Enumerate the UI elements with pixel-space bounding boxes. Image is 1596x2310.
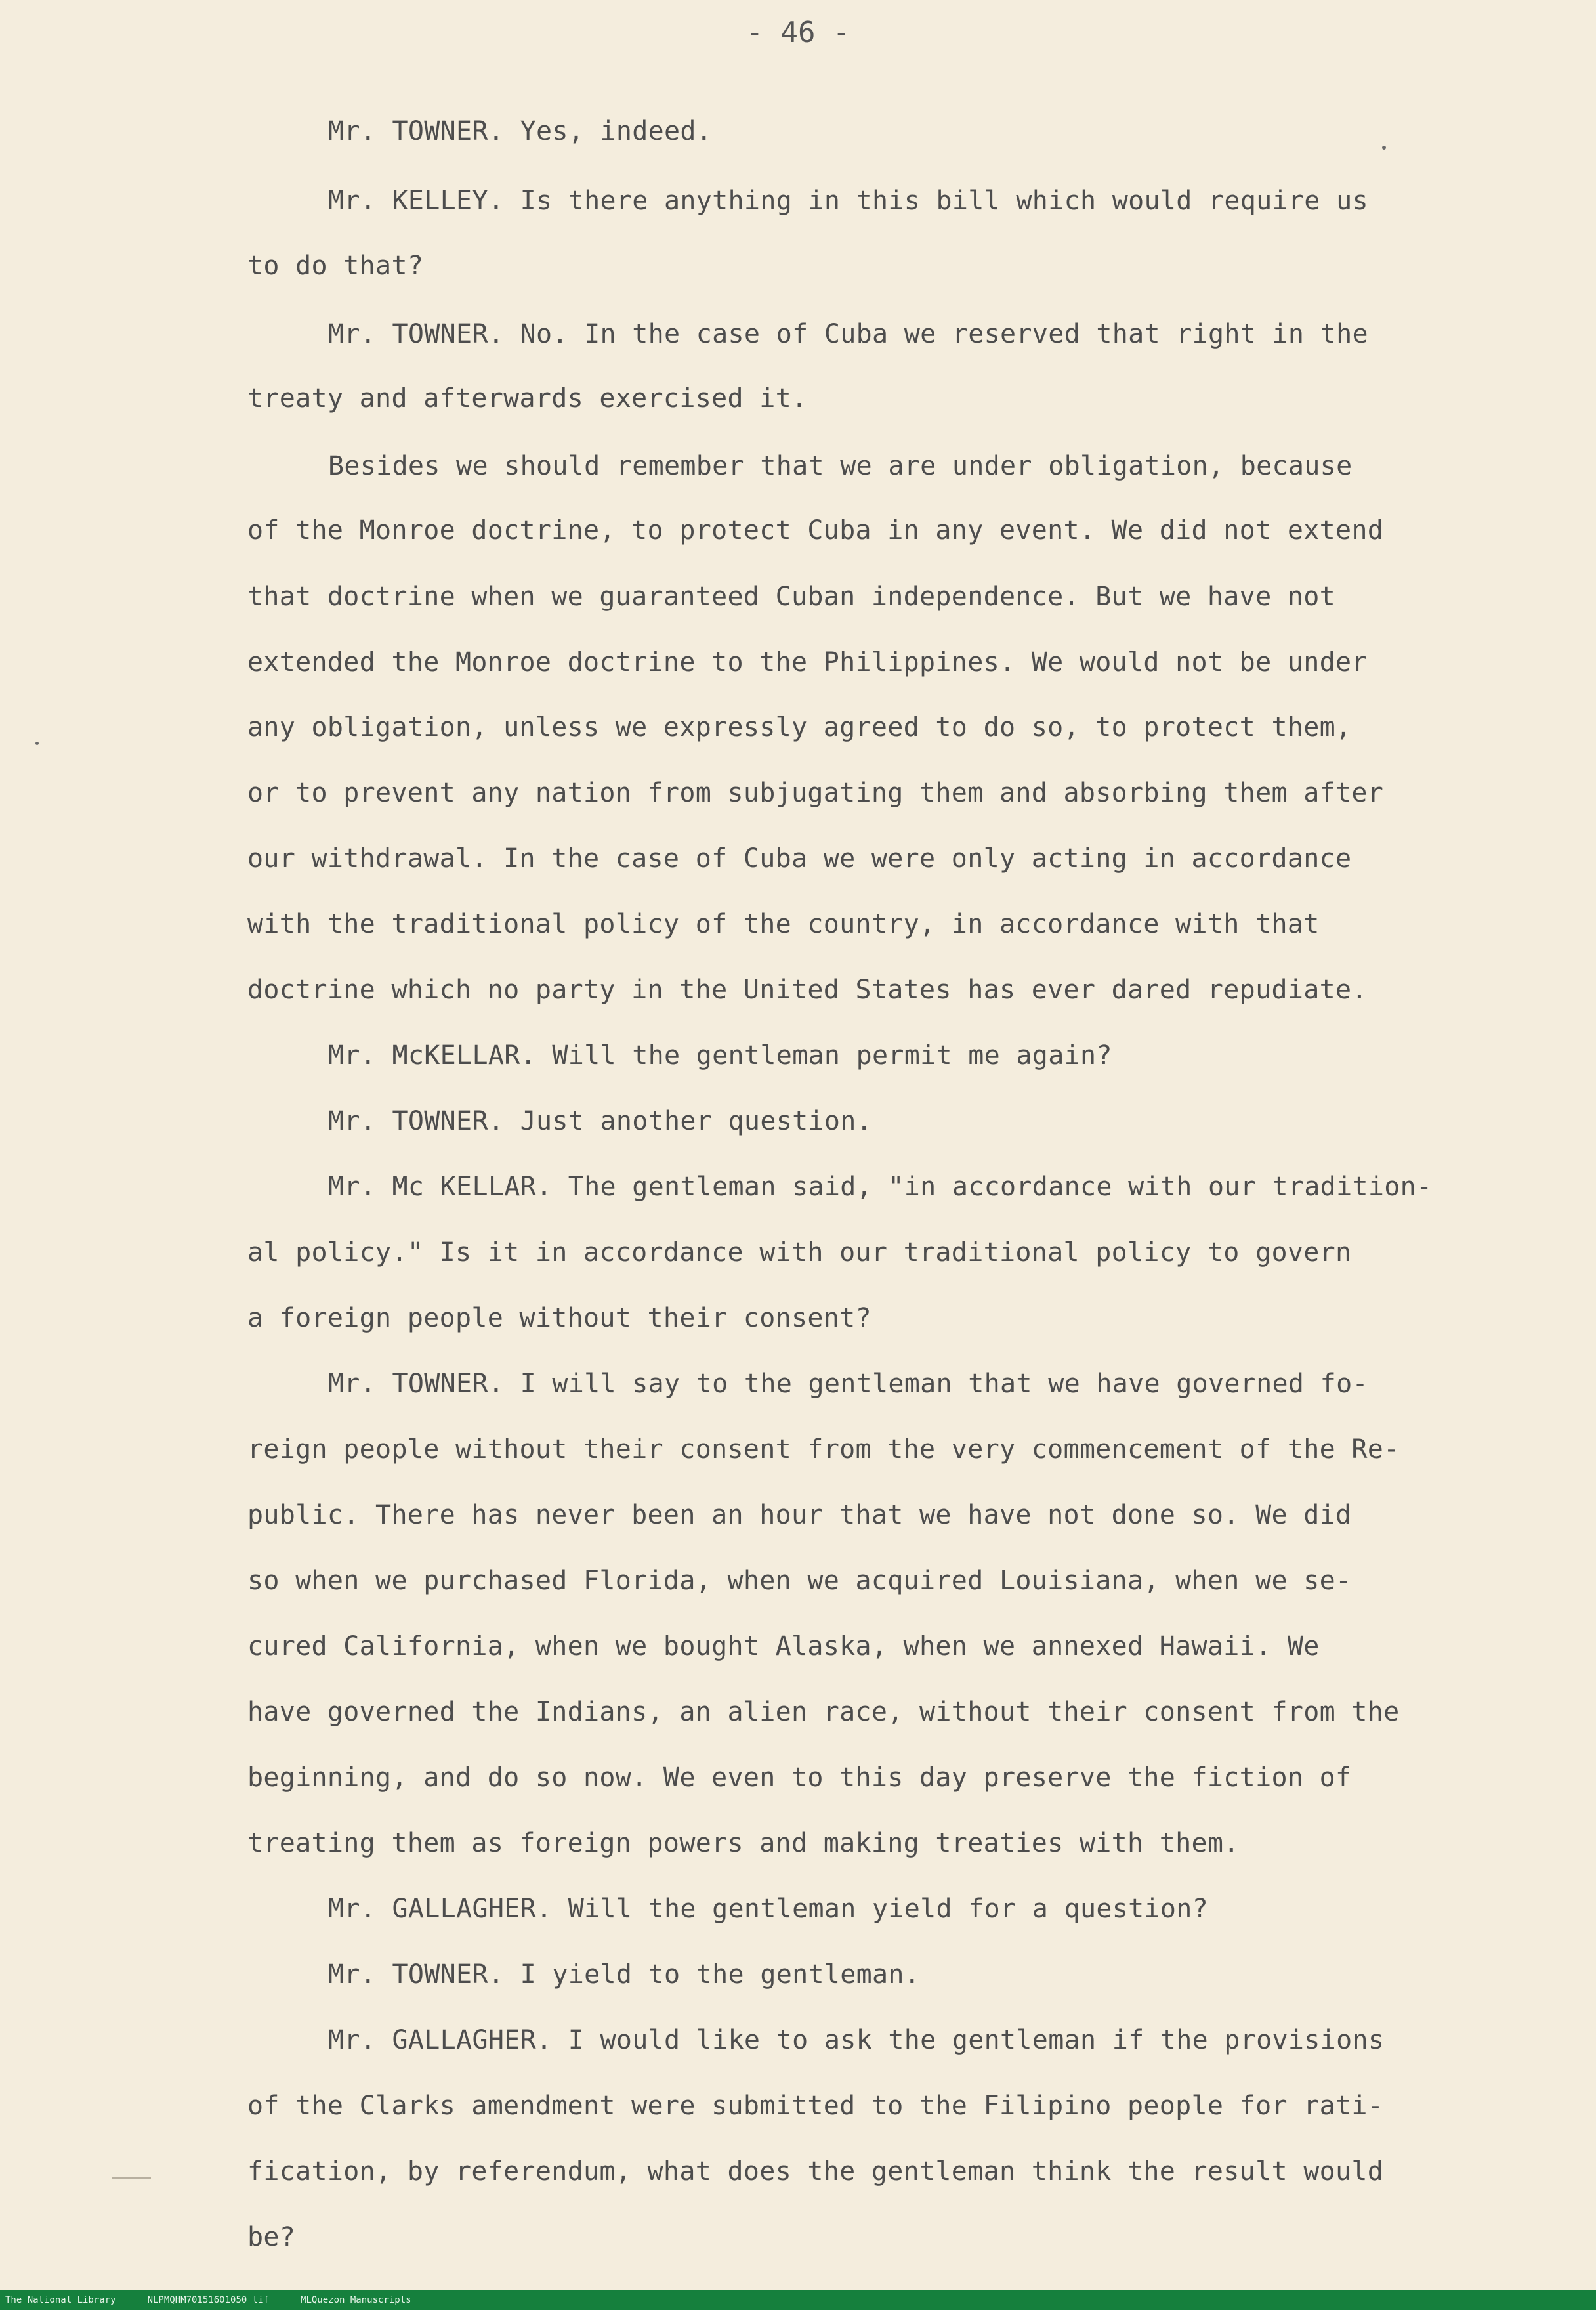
transcript-line: Mr. TOWNER. Yes, indeed. [328,116,713,146]
transcript-line: Mr. TOWNER. No. In the case of Cuba we reserved that right in the [328,319,1368,349]
transcript-line: Mr. TOWNER. Just another question. [328,1106,872,1136]
transcript-line: so when we purchased Florida, when we acquired Louisiana, when we se- [247,1566,1352,1596]
archive-footer-bar [0,2290,1596,2310]
transcript-line: to do that? [247,251,424,281]
transcript-line: beginning, and do so now. We even to this day preserve the fiction of [247,1763,1352,1793]
transcript-line: of the Monroe doctrine, to protect Cuba in any event. We did not extend [247,515,1384,545]
transcript-line: al policy." Is it in accordance with our traditional policy to govern [247,1237,1352,1268]
transcript-line: Mr. TOWNER. I yield to the gentleman. [328,1959,921,1990]
transcript-line: Mr. GALLAGHER. I would like to ask the gentleman if the provisions [328,2025,1385,2055]
transcript-line: a foreign people without their consent? [247,1303,872,1333]
margin-dash-mark [112,2177,151,2179]
transcript-line: Mr. TOWNER. I will say to the gentleman that we have governed fo- [328,1369,1368,1399]
transcript-line: have governed the Indians, an alien race, without their consent from the [247,1697,1400,1727]
footer-collection: MLQuezon Manuscripts [301,2295,411,2305]
transcript-line: our withdrawal. In the case of Cuba we were only acting in accordance [247,844,1352,874]
transcript-line: Mr. KELLEY. Is there anything in this bill which would require us [328,186,1368,216]
transcript-line: public. There has never been an hour that we have not done so. We did [247,1500,1352,1530]
transcript-line: doctrine which no party in the United States has ever dared repudiate. [247,975,1368,1005]
transcript-line: or to prevent any nation from subjugating them and absorbing them after [247,778,1384,808]
transcript-line: Mr. GALLAGHER. Will the gentleman yield for a question? [328,1894,1209,1924]
transcript-line: treating them as foreign powers and making treaties with them. [247,1828,1240,1858]
transcript-line: cured California, when we bought Alaska, when we annexed Hawaii. We [247,1631,1320,1661]
transcript-line: Besides we should remember that we are under obligation, because [328,451,1353,481]
paper-speck [35,742,39,745]
transcript-line: any obligation, unless we expressly agreed to do so, to protect them, [247,712,1352,742]
transcript-line: Mr. McKELLAR. Will the gentleman permit me again? [328,1040,1112,1071]
transcript-line: with the traditional policy of the country, in accordance with that [247,909,1320,939]
transcript-line: extended the Monroe doctrine to the Philippines. We would not be under [247,647,1368,677]
footer-library: The National Library [5,2295,116,2305]
footer-file-id: NLPMQHM70151601050 tif [147,2295,270,2305]
transcript-line: fication, by referendum, what does the gentleman think the result would [247,2156,1384,2187]
page-number: - 46 - [746,16,850,49]
transcript-line: be? [247,2222,296,2252]
transcript-line: of the Clarks amendment were submitted to the Filipino people for rati- [247,2091,1384,2121]
transcript-line: that doctrine when we guaranteed Cuban independence. But we have not [247,582,1335,612]
paper-speck [1382,146,1386,150]
transcript-line: treaty and afterwards exercised it. [247,383,808,414]
transcript-line: reign people without their consent from the very commencement of the Re- [247,1434,1400,1465]
transcript-line: Mr. Mc KELLAR. The gentleman said, "in accordance with our tradition- [328,1172,1433,1202]
